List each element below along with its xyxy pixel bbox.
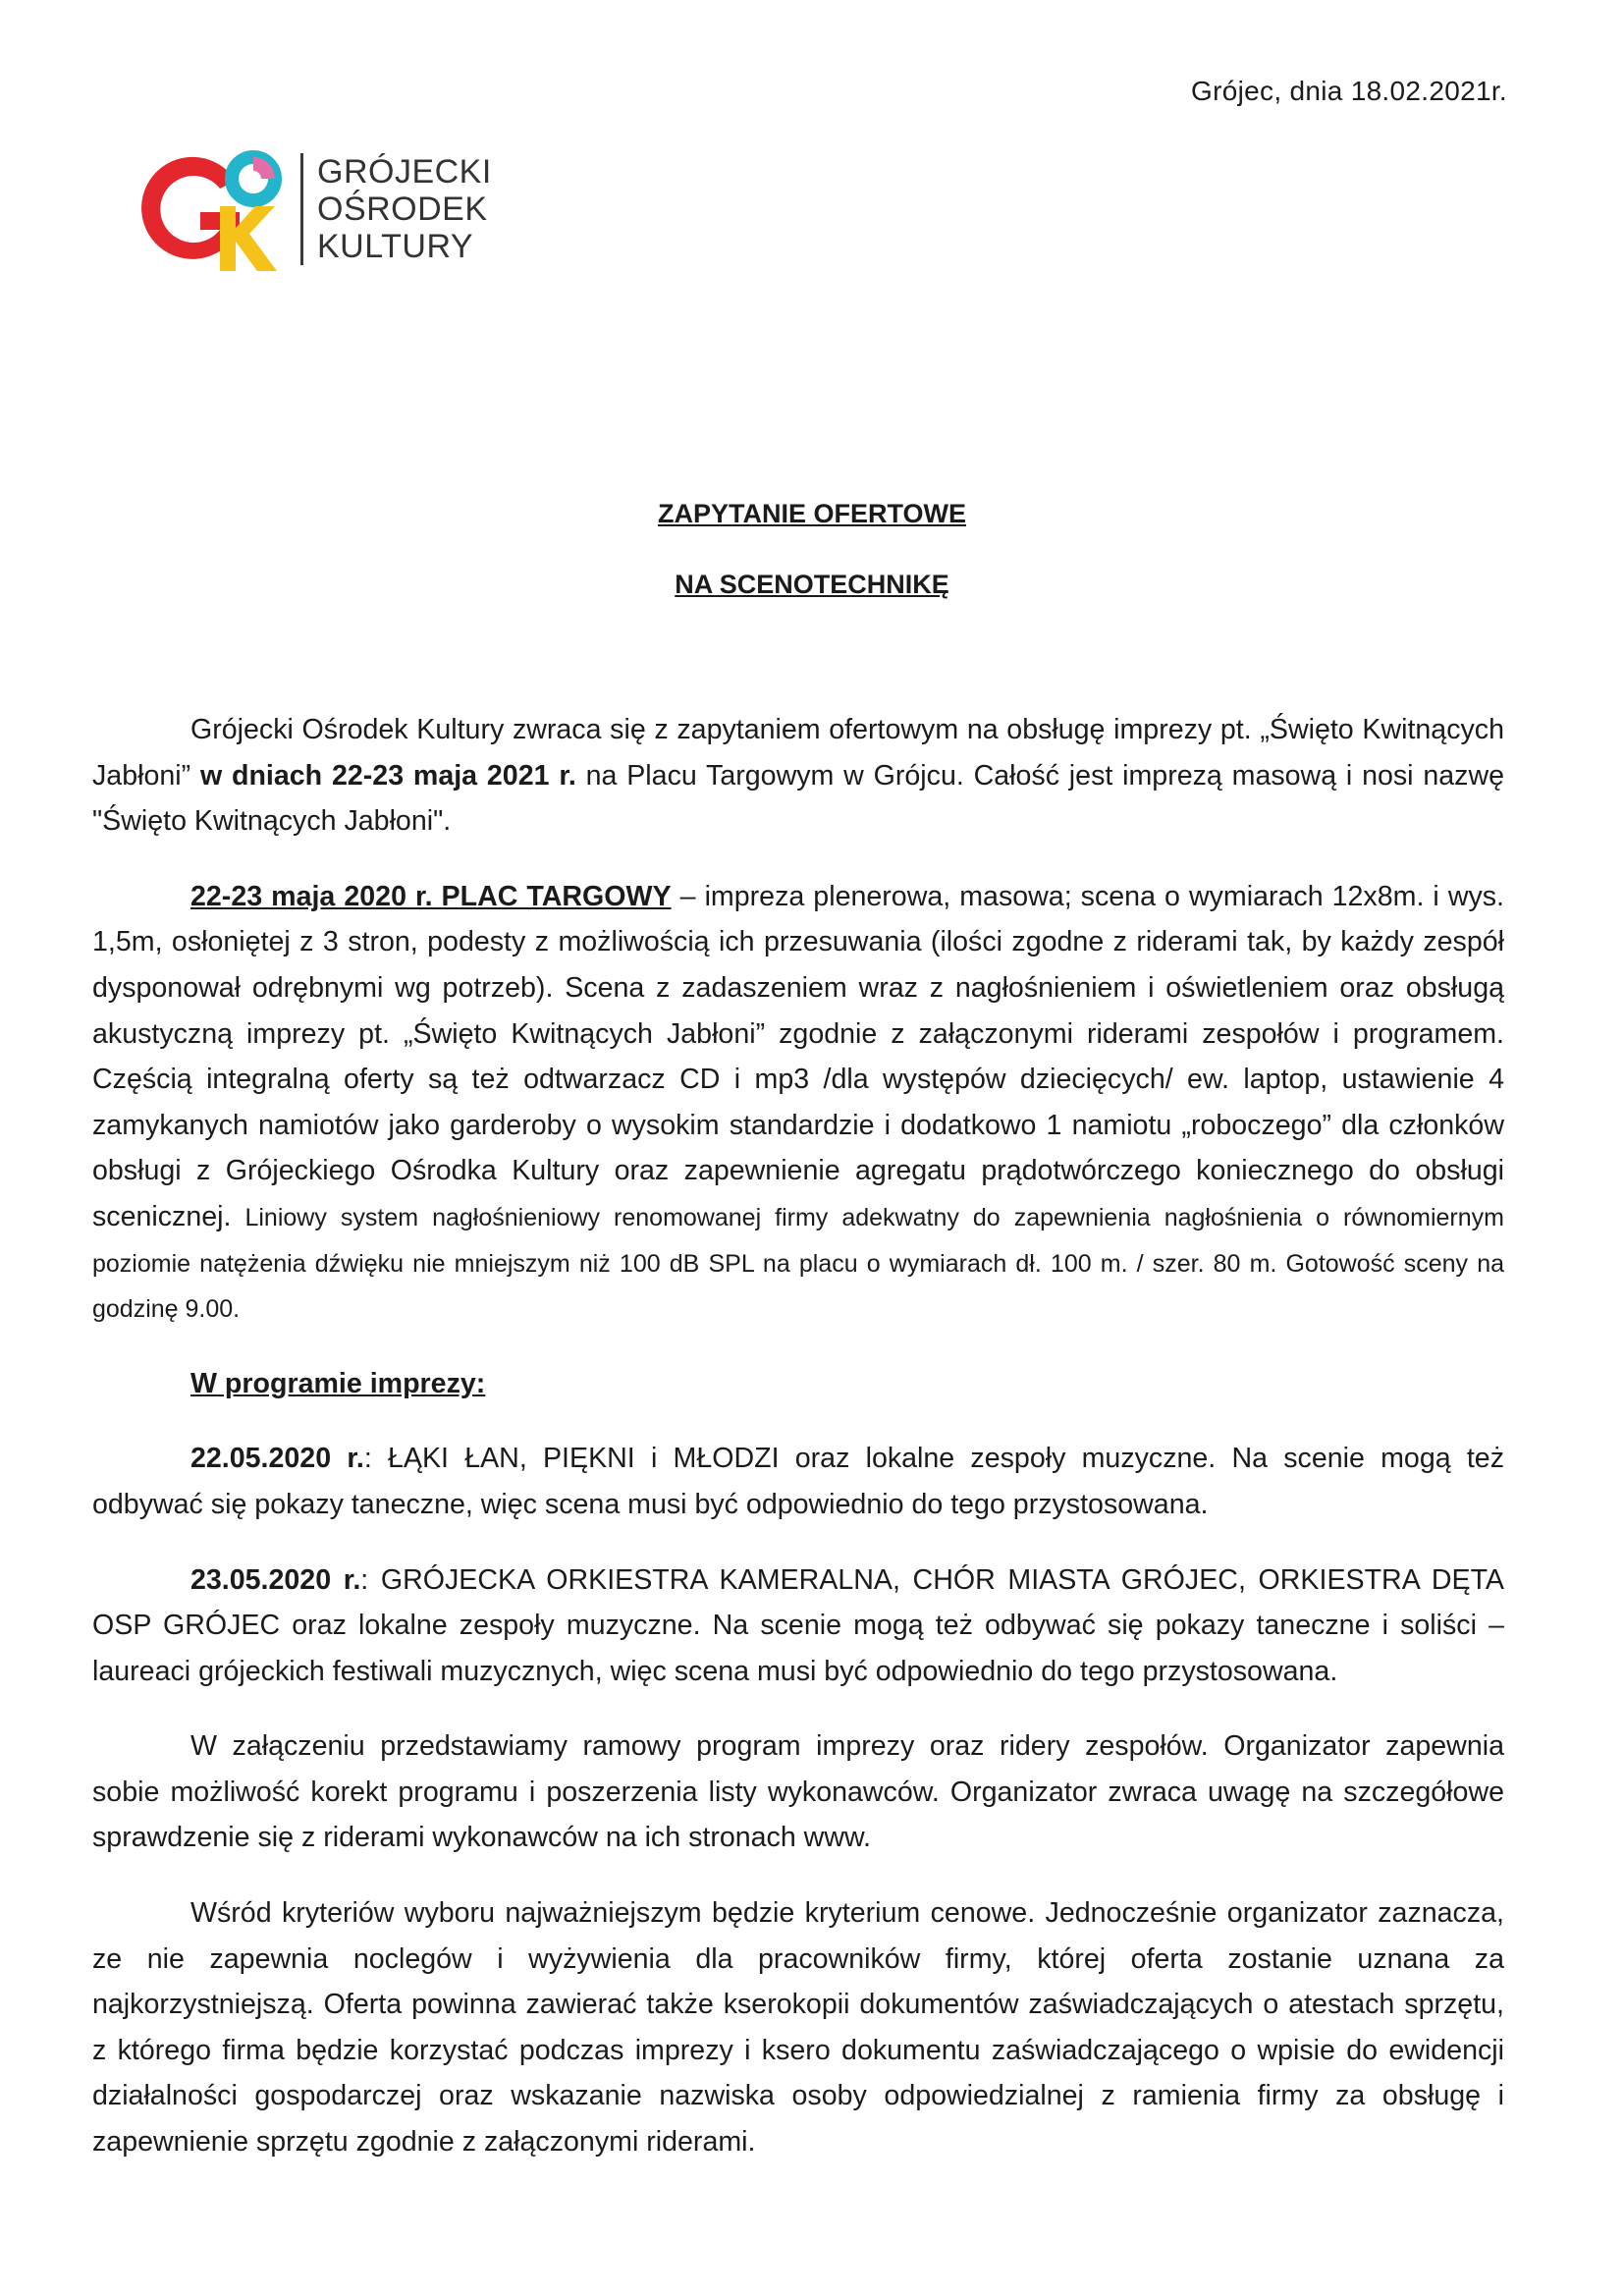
paragraph-attachments: W załączeniu przedstawiamy ramowy program imprezy oraz ridery zespołów. Organizator zapewnia sobie możliwość korekt programu i poszerzenia listy wykonawców. Organizator zwraca uwagę na szczegółowe sprawdzenie się z riderami wykonawców na ich stronach www. xyxy=(92,1730,1504,1854)
program-heading-text: W programie imprezy: xyxy=(190,1367,486,1399)
scope-sound-requirements: Liniowy system nagłośnieniowy renomowanej firmy adekwatny do zapewnienia nagłośnienia o równomiernym poziomie natężenia dźwięku nie mniejszym niż 100 dB SPL na placu o wymiarach dł. 100 m. / szer. 80 m. Gotowość sceny na godzinę 9.00. xyxy=(92,1203,1504,1324)
logo-k-shape xyxy=(220,206,277,271)
intro-text: Grójecki Ośrodek Kultury zwraca się z zapytaniem ofertowym na obsługę imprezy pt. „Święto Kwitnących Jabłoni” xyxy=(92,714,1504,792)
logo-wordmark xyxy=(300,153,492,265)
gok-logo-icon xyxy=(130,145,297,273)
scope-text: – impreza plenerowa, masowa; scena o wymiarach 12x8m. i wys. 1,5m, osłoniętej z 3 stron, podesty z możliwością ich przesuwania (ilości zgodne z riderami tak, by każdy zespół dysponował odrębnymi wg potrzeb). Scena z zadaszeniem wraz z nagłośnieniem i oświetleniem oraz obsługą akustyczną imprezy pt. „Święto Kwitnących Jabłoni” zgodnie z załączonymi riderami zespołów i programem. Częścią integralną oferty są też odtwarzacz CD i mp3 /dla występów dziecięcych/ ew. laptop, ustawienie 4 zamykanych namiotów jako garderoby o wysokim standardzie i dodatkowo 1 namiotu „roboczego” dla członków obsługi z Grójeckiego Ośrodka Kultury oraz zapewnienie agregatu prądotwórczego koniecznego do obsługi scenicznej. xyxy=(92,880,1505,1232)
paragraph-scope xyxy=(92,874,1504,1332)
scope-lead: 22-23 maja 2020 r. PLAC TARGOWY xyxy=(190,880,672,912)
intro-text-end: na Placu Targowym w Grójcu. Całość jest imprezą masową i nosi nazwę "Święto Kwitnących Jabłoni". xyxy=(92,759,1504,838)
day1-date: 22.05.2020 r. xyxy=(190,1443,364,1475)
day1-text: : ŁĄKI ŁAN, PIĘKNI i MŁODZI oraz lokalne zespoły muzyczne. Na scenie mogą też odbywać się pokazy taneczne, więc scena musi być odpowiednio do tego przystosowana. xyxy=(92,1443,1504,1520)
document-date: Grójec, dnia 18.02.2021r. xyxy=(1191,76,1507,106)
document-title: ZAPYTANIE OFERTOWE xyxy=(657,499,966,528)
document-body xyxy=(92,707,1504,2195)
day2-date: 23.05.2020 r. xyxy=(190,1563,361,1596)
day2-text: : GRÓJECKA ORKIESTRA KAMERALNA, CHÓR MIASTA GRÓJEC, ORKIESTRA DĘTA OSP GRÓJEC oraz lokalne zespoły muzyczne. Na scenie mogą też odbywać się pokazy taneczne i soliści – laureaci grójeckich festiwali muzycznych, więc scena musi być odpowiednio do tego przystosowana. xyxy=(92,1563,1504,1687)
paragraph-day2 xyxy=(92,1558,1504,1695)
logo-line-3: KULTURY xyxy=(317,228,474,265)
gok-logo xyxy=(130,145,492,273)
intro-dates: w dniach 22-23 maja 2021 r. xyxy=(190,759,576,792)
logo-line-1: GRÓJECKI xyxy=(317,153,492,191)
paragraph-intro xyxy=(92,707,1504,845)
document-subtitle: NA SCENOTECHNIKĘ xyxy=(675,570,949,599)
paragraph-day1 xyxy=(92,1436,1504,1527)
logo-line-2: OŚRODEK xyxy=(317,191,488,228)
program-heading xyxy=(92,1361,1504,1407)
paragraph-criteria: Wśród kryteriów wyboru najważniejszym będzie kryterium cenowe. Jednocześnie organizator zaznacza, ze nie zapewnia noclegów i wyżywienia dla pracowników firmy, której oferta zostanie uznana za najkorzystniejszą. Oferta powinna zawierać także kserokopii dokumentów zaświadczających o atestach sprzętu, z którego firma będzie korzystać podczas imprezy i ksero dokumentu zaświadczającego o wpisie do ewidencji działalności gospodarczej oraz wskazanie nazwiska osoby odpowiedzialnej z ramienia firmy za obsługę i zapewnienie sprzętu zgodnie z załączonymi riderami. xyxy=(92,1897,1504,2159)
